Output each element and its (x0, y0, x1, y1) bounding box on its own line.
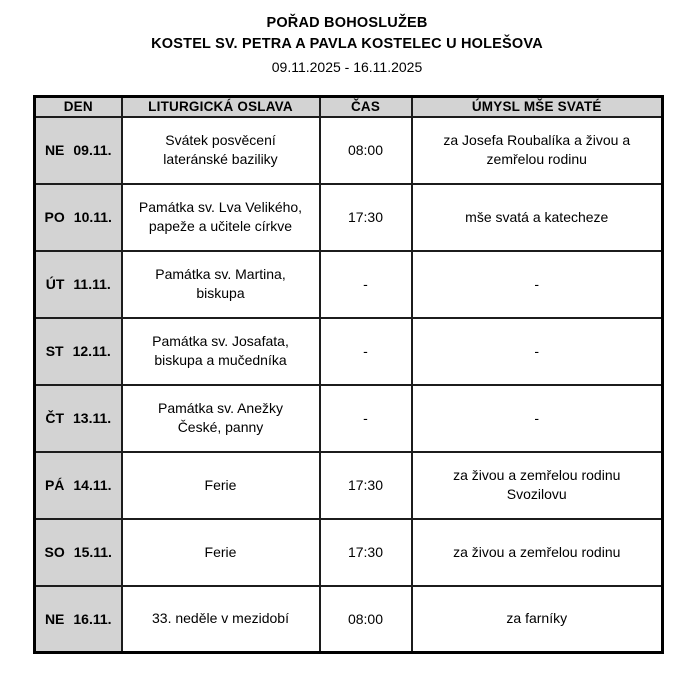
intention-cell: za živou a zemřelou rodinu (412, 519, 663, 586)
day-date: 10.11. (73, 209, 112, 225)
day-abbreviation: ÚT (45, 276, 65, 292)
table-row (35, 251, 663, 318)
day-abbreviation: PÁ (44, 477, 65, 493)
time-cell: 08:00 (320, 117, 412, 184)
day-cell (35, 318, 122, 385)
celebration-cell: Ferie (122, 452, 320, 519)
intention-cell: za Josefa Roubalíka a živou a zemřelou rodinu (412, 117, 663, 184)
table-row (35, 117, 663, 184)
celebration-cell: Památka sv. Martina, biskupa (122, 251, 320, 318)
celebration-cell: 33. neděle v mezidobí (122, 586, 320, 653)
column-header-day: DEN (35, 97, 122, 117)
day-abbreviation: SO (44, 544, 65, 560)
schedule-table-header (35, 97, 663, 117)
time-cell: - (320, 385, 412, 452)
day-cell (35, 452, 122, 519)
table-row (35, 385, 663, 452)
table-body (35, 117, 663, 653)
time-cell: 17:30 (320, 452, 412, 519)
celebration-cell: Svátek posvěcení lateránské baziliky (122, 117, 320, 184)
document-title: POŘAD BOHOSLUŽEB (266, 15, 428, 31)
celebration-cell: Památka sv. Anežky České, panny (122, 385, 320, 452)
day-cell (35, 251, 122, 318)
intention-cell: - (412, 385, 663, 452)
column-header-intention: ÚMYSL MŠE SVATÉ (412, 97, 663, 117)
day-abbreviation: ST (45, 343, 64, 359)
day-abbreviation: PO (44, 209, 65, 225)
table-row (35, 452, 663, 519)
schedule-table (33, 95, 664, 654)
day-date: 12.11. (72, 343, 111, 359)
table-row (35, 184, 663, 251)
celebration-cell: Památka sv. Josafata, biskupa a mučedníka (122, 318, 320, 385)
time-cell: 17:30 (320, 184, 412, 251)
column-header-celebration: LITURGICKÁ OSLAVA (122, 97, 320, 117)
day-cell (35, 184, 122, 251)
day-abbreviation: NE (44, 610, 65, 627)
day-cell (35, 117, 122, 184)
day-cell (35, 586, 122, 653)
celebration-cell: Ferie (122, 519, 320, 586)
intention-cell: - (412, 251, 663, 318)
date-range: 09.11.2025 - 16.11.2025 (271, 59, 423, 75)
header-row (35, 97, 663, 117)
intention-cell: - (412, 318, 663, 385)
intention-cell: mše svatá a katecheze (412, 184, 663, 251)
celebration-cell: Památka sv. Lva Velikého, papeže a učitele církve (122, 184, 320, 251)
day-date: 11.11. (73, 276, 111, 292)
intention-cell: za živou a zemřelou rodinu Svozilovu (412, 452, 663, 519)
document-header (0, 0, 694, 78)
table-row (35, 586, 663, 653)
time-cell: 08:00 (320, 586, 412, 653)
day-abbreviation: NE (44, 142, 65, 158)
intention-cell: za farníky (412, 586, 663, 653)
table-row (35, 519, 663, 586)
time-cell: - (320, 318, 412, 385)
time-cell: 17:30 (320, 519, 412, 586)
table-row (35, 318, 663, 385)
day-date: 13.11. (73, 410, 112, 426)
day-abbreviation: ČT (45, 410, 64, 426)
day-date: 14.11. (73, 477, 112, 493)
day-date: 16.11. (73, 610, 112, 627)
column-header-time: ČAS (320, 97, 412, 117)
day-cell (35, 519, 122, 586)
day-date: 15.11. (73, 544, 112, 560)
church-name: KOSTEL SV. PETRA A PAVLA KOSTELEC U HOLEŠOVA (151, 36, 543, 52)
time-cell: - (320, 251, 412, 318)
day-date: 09.11. (73, 142, 112, 158)
day-cell (35, 385, 122, 452)
